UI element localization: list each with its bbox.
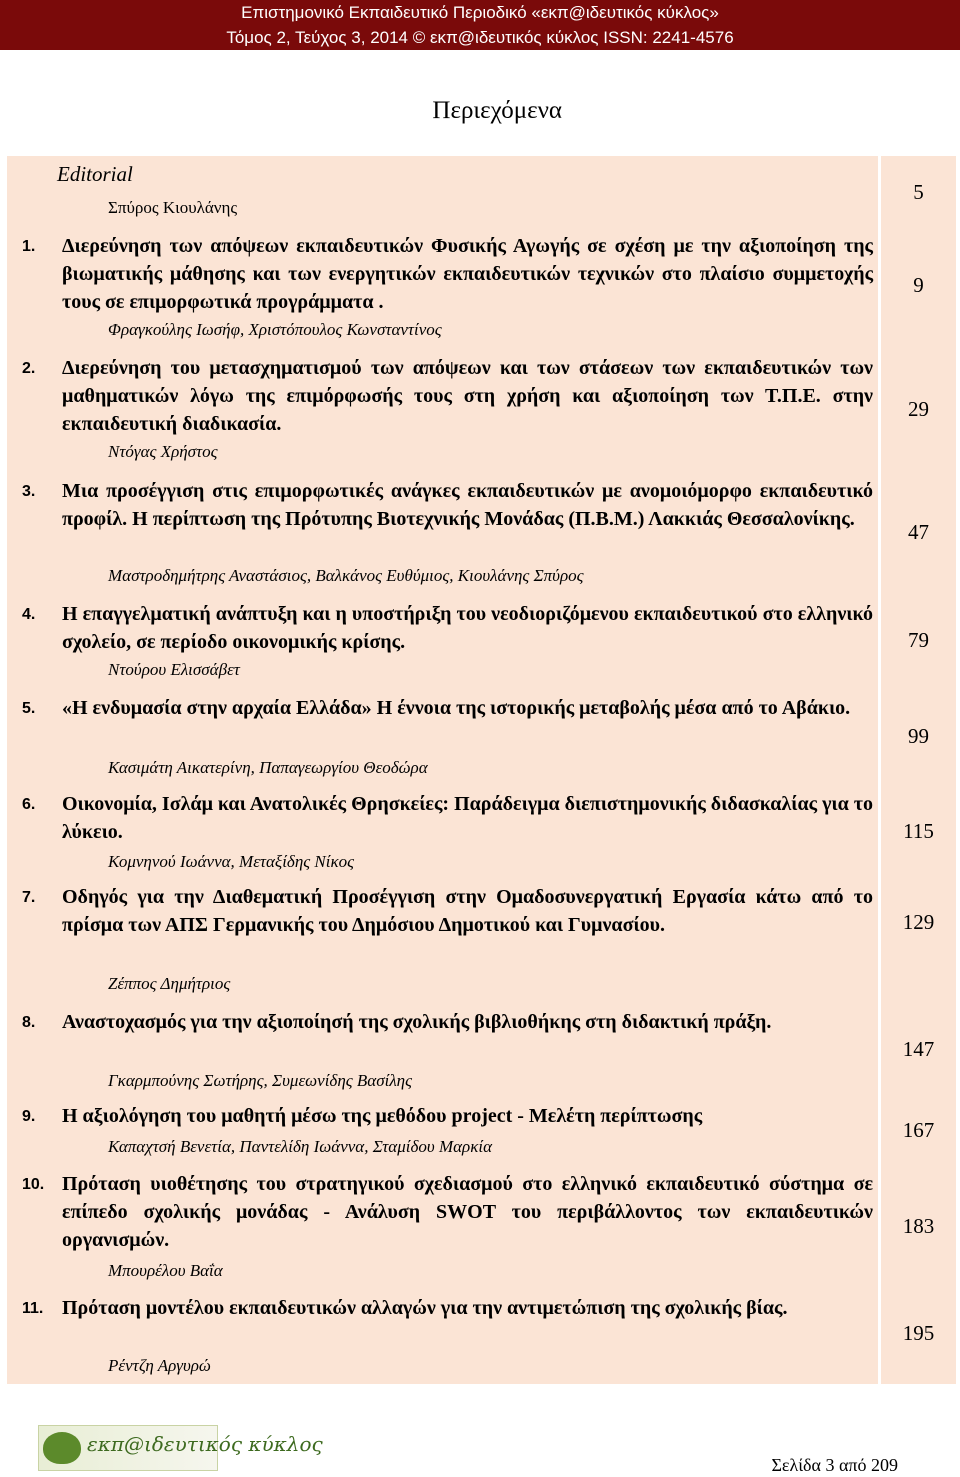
page-number: 79 [908,628,929,652]
item-title[interactable]: Μια προσέγγιση στις επιμορφωτικές ανάγκες εκπαιδευτικών με ανομοιόμορφο εκπαιδευτικό προφίλ. Η περίπτωση της Πρότυπης Βιοτεχνικής Μονάδας (Π.Β.Μ.) Λακκιάς Θεσσαλονίκης. [62,480,873,530]
page-number: 115 [903,819,934,843]
header-line-1: Επιστημονικό Εκπαιδευτικό Περιοδικό «εκπ@ιδευτικός κύκλος» [241,3,719,22]
page-number: 147 [902,1037,935,1061]
page-number: 99 [908,724,929,748]
journal-header [0,0,960,50]
item-authors: Ρέντζη Αργυρώ [108,1356,211,1375]
item-title[interactable]: Οδηγός για την Διαθεματική Προσέγγιση στην Ομαδοσυνεργατική Εργασία κάτω από το πρίσμα των ΑΠΣ Γερμανικής του Δημόσιου Δημοτικού και Γυμνασίου. [62,886,873,936]
item-number: 5. [22,700,36,717]
page-title: Περιεχόμενα [432,97,562,124]
item-authors: Ντούρου Ελισσάβετ [108,660,240,679]
item-number: 10. [22,1176,45,1193]
item-authors: Γκαρμπούνης Σωτήρης, Συμεωνίδης Βασίλης [108,1071,413,1090]
item-authors: Ζέππος Δημήτριος [108,974,231,993]
item-authors: Φραγκούλης Ιωσήφ, Χριστόπουλος Κωνσταντίνος [108,320,442,339]
item-number: 3. [22,483,36,500]
item-authors: Καπαχτσή Βενετία, Παντελίδη Ιωάννα, Σταμίδου Μαρκία [108,1137,492,1156]
item-title[interactable]: Οικονομία, Ισλάμ και Ανατολικές Θρησκείες: Παράδειγμα διεπιστημονικής διδασκαλίας για το λύκειο. [62,793,874,843]
item-number: 8. [22,1014,36,1031]
table-of-contents [7,156,956,1384]
editorial-label: Editorial [57,162,133,186]
item-title[interactable]: Διερεύνηση των απόψεων εκπαιδευτικών Φυσικής Αγωγής σε σχέση με την αξιοποίηση της βιωματικής μάθησης και των ενεργητικών εκπαιδευτικών τεχνικών στο πλαίσιο συμμετοχής τους σε επιμορφωτικά προγράμματα . [62,235,873,313]
item-title[interactable]: Η επαγγελματική ανάπτυξη και η υποστήριξη του νεοδιοριζόμενου εκπαιδευτικού στο ελληνικό σχολείο, σε περίοδο οικονομικής κρίσης. [62,603,873,653]
page-number: 47 [908,520,929,544]
page-number: 167 [902,1118,935,1142]
item-number: 9. [22,1108,36,1125]
item-number: 11. [22,1300,44,1317]
item-authors: Κασιμάτη Αικατερίνη, Παπαγεωργίου Θεοδώρα [108,758,428,777]
item-number: 7. [22,889,36,906]
item-title[interactable]: Πρόταση υιοθέτησης του στρατηγικού σχεδιασμού στο ελληνικό εκπαιδευτικό σύστημα σε επίπεδο σχολικής μονάδας - Ανάλυση SWOT του περιβάλλοντος των εκπαιδευτικών οργανισμών. [62,1173,873,1251]
item-number: 4. [22,606,36,623]
item-number: 6. [22,796,36,813]
item-authors: Ντόγας Χρήστος [108,442,218,461]
page-number: 129 [902,910,935,934]
item-number: 1. [22,238,36,255]
page-number: 5 [913,180,924,204]
page-footer: Σελίδα 3 από 209 [771,1455,898,1475]
item-authors: Μπουρέλου Βαΐα [108,1261,223,1280]
header-line-2: Τόμος 2, Τεύχος 3, 2014 © εκπ@ιδευτικός κύκλος ISSN: 2241-4576 [226,28,734,47]
page-number: 183 [902,1214,935,1238]
page-number: 195 [902,1321,935,1345]
item-title[interactable]: «Η ενδυμασία στην αρχαία Ελλάδα» Η έννοια της ιστορικής μεταβολής μέσα από το Αβάκιο. [62,697,851,719]
page-numbers-column [881,156,956,1384]
item-authors: Μαστροδημήτρης Αναστάσιος, Βαλκάνος Ευθύμιος, Κιουλάνης Σπύρος [108,566,584,585]
page-number: 9 [913,273,924,297]
editorial-author: Σπύρος Κιουλάνης [108,198,238,217]
toc-entries [7,156,878,1384]
item-title[interactable]: Η αξιολόγηση του μαθητή μέσω της μεθόδου project - Μελέτη περίπτωσης [62,1105,703,1127]
item-title[interactable]: Αναστοχασμός για την αξιοποίησή της σχολικής βιβλιοθήκης στη διδακτική πράξη. [62,1011,772,1033]
logo-text: εκπ@ιδευτικός κύκλος [87,1432,323,1456]
item-number: 2. [22,360,36,377]
item-title[interactable]: Πρόταση μοντέλου εκπαιδευτικών αλλαγών για την αντιμετώπιση της σχολικής βίας. [62,1297,788,1319]
item-authors: Κομνηνού Ιωάννα, Μεταξίδης Νίκος [108,852,355,871]
item-title[interactable]: Διερεύνηση του μετασχηματισμού των απόψεων και των στάσεων των εκπαιδευτικών των μαθηματικών λόγω της επιμόρφωσής τους στη χρήση και αξιοποίηση των Τ.Π.Ε. στην εκπαιδευτική διαδικασία. [62,357,873,435]
page-number: 29 [908,397,929,421]
